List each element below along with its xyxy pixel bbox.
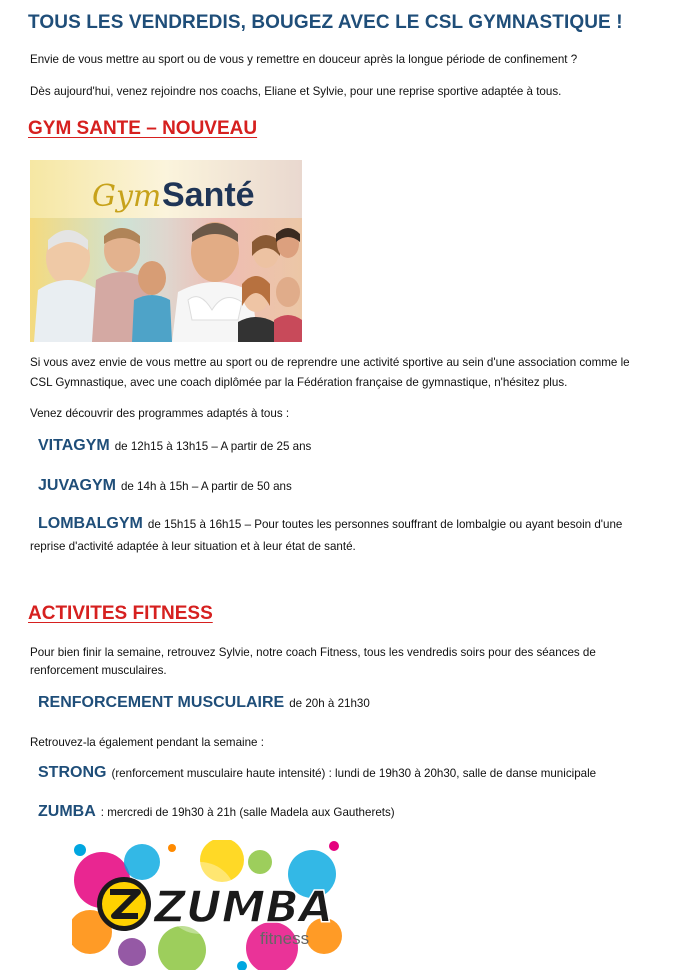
zumba-image [72, 840, 342, 970]
program-detail: (renforcement musculaire haute intensité) : lundi de 19h30 à 20h30, salle de danse municipale [111, 767, 597, 780]
program-zumba [38, 803, 395, 821]
program-name: ZUMBA [38, 803, 96, 820]
gym-sante-logo-right: Santé [162, 176, 255, 214]
program-detail: de 20h à 21h30 [289, 697, 370, 710]
week-intro: Retrouvez-la également pendant la semaine : [30, 736, 264, 749]
programs-intro: Venez découvrir des programmes adaptés à tous : [30, 407, 290, 420]
fitness-text-1: Pour bien finir la semaine, retrouvez Sylvie, notre coach Fitness, tous les vendredis soirs pour des séances de [30, 646, 596, 659]
gym-sante-logo-left: Gym [92, 179, 162, 214]
program-detail: de 12h15 à 13h15 – A partir de 25 ans [114, 440, 312, 453]
gym-sante-text-2: CSL Gymnastique, avec une coach diplômée par la Fédération française de gymnastique, n'hésitez plus. [30, 376, 568, 389]
program-name: RENFORCEMENT MUSCULAIRE [38, 694, 285, 711]
program-name: JUVAGYM [38, 477, 116, 494]
intro-line-1: Envie de vous mettre au sport ou de vous y remettre en douceur après la longue période de confinement ? [30, 53, 578, 66]
fitness-heading: ACTIVITES FITNESS [28, 603, 213, 624]
fitness-text-2: renforcement musculaires. [30, 664, 167, 677]
program-lombalgym-continuation: reprise d'activité adaptée à leur situation et à leur état de santé. [30, 540, 356, 553]
program-detail: de 15h15 à 16h15 – Pour toutes les personnes souffrant de lombalgie ou ayant besoin d'une [147, 518, 623, 531]
program-vitagym [38, 437, 311, 455]
program-detail: de 14h à 15h – A partir de 50 ans [120, 480, 292, 493]
zumba-logo-icon [97, 877, 151, 931]
program-juvagym [38, 477, 292, 495]
gym-sante-image [30, 160, 302, 342]
program-name: VITAGYM [38, 437, 110, 454]
program-renforcement [38, 694, 370, 712]
zumba-logo-text: ZUMBA [154, 882, 334, 933]
program-name: STRONG [38, 764, 107, 781]
gym-sante-text-1: Si vous avez envie de vous mettre au sport ou de reprendre une activité sportive au sein d'une association comme le [30, 356, 630, 369]
program-detail: : mercredi de 19h30 à 21h (salle Madela aux Gautherets) [100, 806, 395, 819]
page-title: TOUS LES VENDREDIS, BOUGEZ AVEC LE CSL GYMNASTIQUE ! [28, 12, 623, 33]
zumba-logo-sub: fitness [260, 929, 310, 948]
program-lombalgym [38, 515, 622, 533]
program-name: LOMBALGYM [38, 515, 143, 532]
program-strong [38, 764, 596, 782]
gym-sante-heading: GYM SANTE – NOUVEAU [28, 118, 258, 139]
intro-line-2: Dès aujourd'hui, venez rejoindre nos coachs, Eliane et Sylvie, pour une reprise sportive adaptée à tous. [30, 85, 562, 98]
